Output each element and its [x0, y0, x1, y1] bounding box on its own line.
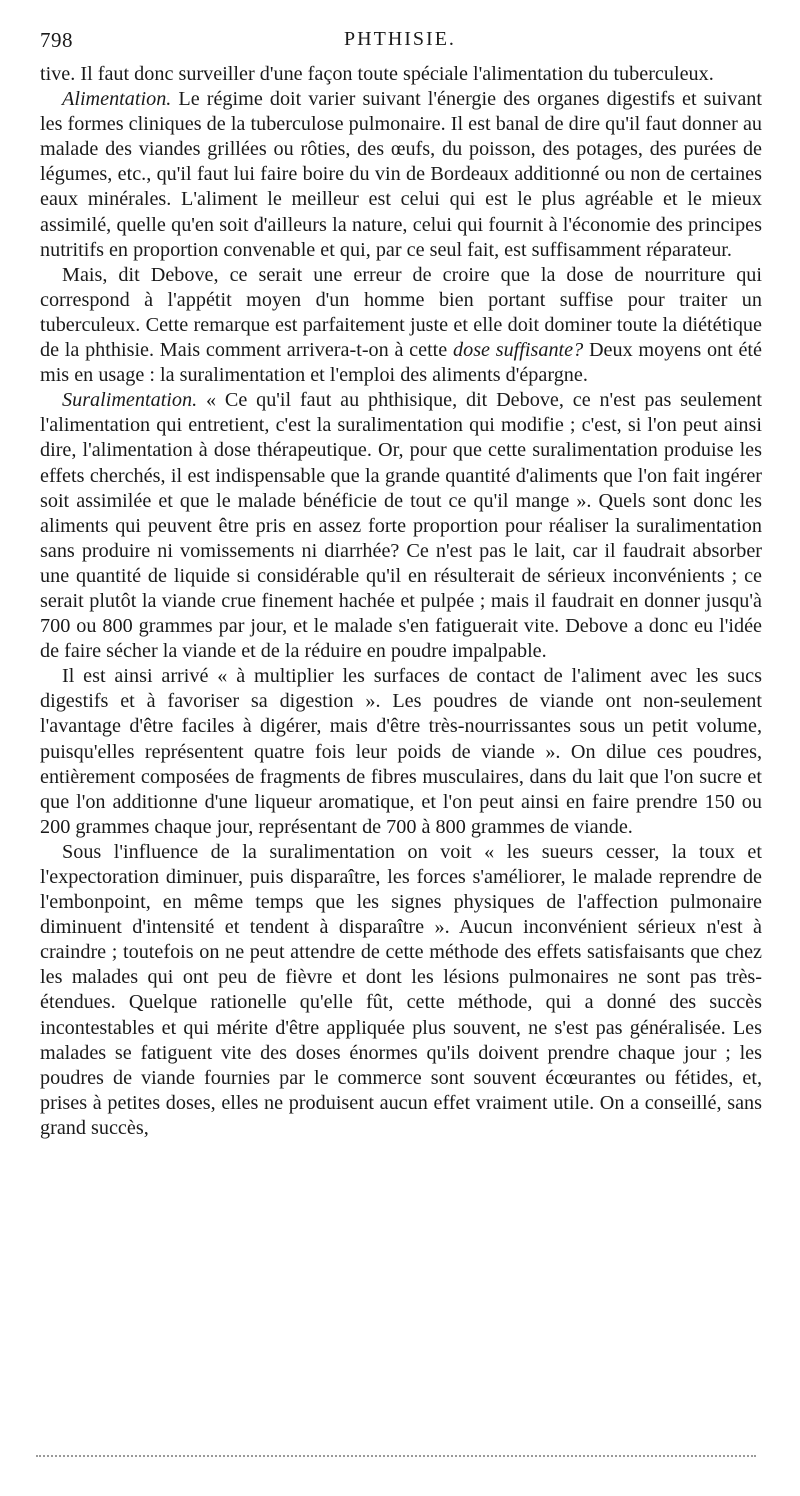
paragraph-suralimentation-text: « Ce qu'il faut au phthisique, dit Debove, ce n'est pas seulement l'alimentation qui entretient, c'est la suralimentation qui modifie ; c'est, si l'on peut ainsi dire, l'alimentation à dose thérapeutique. Or, pour que cette suralimentation produise les effets cherchés, il est indispensable que la grande quantité d'aliments que l'on fait ingérer soit assimilée et que le malade bénéficie de tout ce qu'il mange ». Quels sont donc les aliments qui peuvent être pris en assez forte proportion pour réaliser la suralimentation sans produire ni vomissements ni diarrhée? Ce n'est pas le lait, car il faudrait absorber une quantité de liquide si considérable qu'il en résulterait de sérieux inconvénients ; ce serait plutôt la viande crue finement hachée et pulpée ; mais il faudrait en donner jusqu'à 700 ou 800 grammes par jour, et le malade s'en fatiguerait vite. Debove a donc eu l'idée de faire sécher la viande et de la réduire en poudre impalpable. [40, 389, 762, 663]
paragraph-poudres-viande: Il est ainsi arrivé « à multiplier les surfaces de contact de l'aliment avec les sucs digestifs et à favoriser sa digestion ». Les poudres de viande ont non-seulement l'avantage d'être faciles à digérer, mais d'être très-nourrissantes sous un petit volume, puisqu'elles représentent quatre fois leur poids de viande ». On dilue ces poudres, entièrement composées de fragments de fibres musculaires, dans du lait que l'on sucre et que l'on additionne d'une liqueur aromatique, et l'on peut ainsi en faire prendre 150 ou 200 grammes chaque jour, représentant de 700 à 800 grammes de viande. [40, 665, 762, 838]
paragraph-debove-text-2: Deux moyens ont été mis en usage : la suralimentation et l'emploi des aliments d'épargne. [40, 339, 762, 387]
running-head: PHTHISIE. [344, 28, 456, 50]
paragraph-influence-suralimentation: Sous l'influence de la suralimentation on voit « les sueurs cesser, la toux et l'expectoration diminuer, puis disparaître, les forces s'améliorer, le malade reprendre de l'embonpoint, en même temps que les signes physiques de l'affection pulmonaire diminuent d'intensité et tendent à disparaître ». Aucun inconvénient sérieux n'est à craindre ; toutefois on ne peut attendre de cette méthode des effets satisfaisants que chez les malades qui ont peu de fièvre et dont les lésions pulmonaires ne sont pas très-étendues. Quelque rationelle qu'elle fût, cette méthode, qui a donné des succès incontestables et qui mérite d'être appliquée plus souvent, ne s'est pas généralisée. Les malades se fatiguent vite des doses énormes qu'ils doivent prendre chaque jour ; les poudres de viande fournies par le commerce sont souvent écœurantes ou fétides, et, prises à petites doses, elles ne produisent aucun effet vraiment utile. On a conseillé, sans grand succès, [40, 840, 762, 1139]
footer-rule [36, 1455, 756, 1457]
emphasis-dose-suffisante: dose suffisante? [453, 339, 584, 362]
paragraph-continuation: tive. Il faut donc surveiller d'une façon toute spéciale l'alimentation du tuberculeux. [40, 63, 714, 85]
paragraph-debove-dose [40, 263, 762, 388]
paragraph-alimentation [40, 87, 762, 263]
page-number: 798 [40, 28, 73, 52]
page-header [40, 28, 760, 58]
paragraph-alimentation-text: Le régime doit varier suivant l'énergie des organes digestifs et suivant les formes cliniques de la tuberculose pulmonaire. Il est banal de dire qu'il faut donner au malade des viandes grillées ou rôties, des œufs, du poisson, des potages, des purées de légumes, etc., qu'il faut lui faire boire du vin de Bordeaux additionné ou non de certaines eaux minérales. L'aliment le meilleur est celui qui est le plus agréable et le mieux assimilé, quelle qu'en soit d'ailleurs la nature, celui qui fournit à l'économie des principes nutritifs en proportion convenable et qui, par ce seul fait, est suffisamment réparateur. [40, 88, 762, 261]
section-title-alimentation: Alimentation. [62, 88, 172, 111]
body-text [40, 62, 762, 1141]
paragraph-suralimentation [40, 388, 762, 664]
section-title-suralimentation: Suralimentation. [62, 389, 198, 412]
paragraph-debove-text-1: Mais, dit Debove, ce serait une erreur de croire que la dose de nourriture qui correspond à l'appétit moyen d'un homme bien portant suffise pour traiter un tuberculeux. Cette remarque est parfaitement juste et elle doit dominer toute la diététique de la phthisie. Mais comment arrivera-t-on à cette [40, 263, 762, 362]
